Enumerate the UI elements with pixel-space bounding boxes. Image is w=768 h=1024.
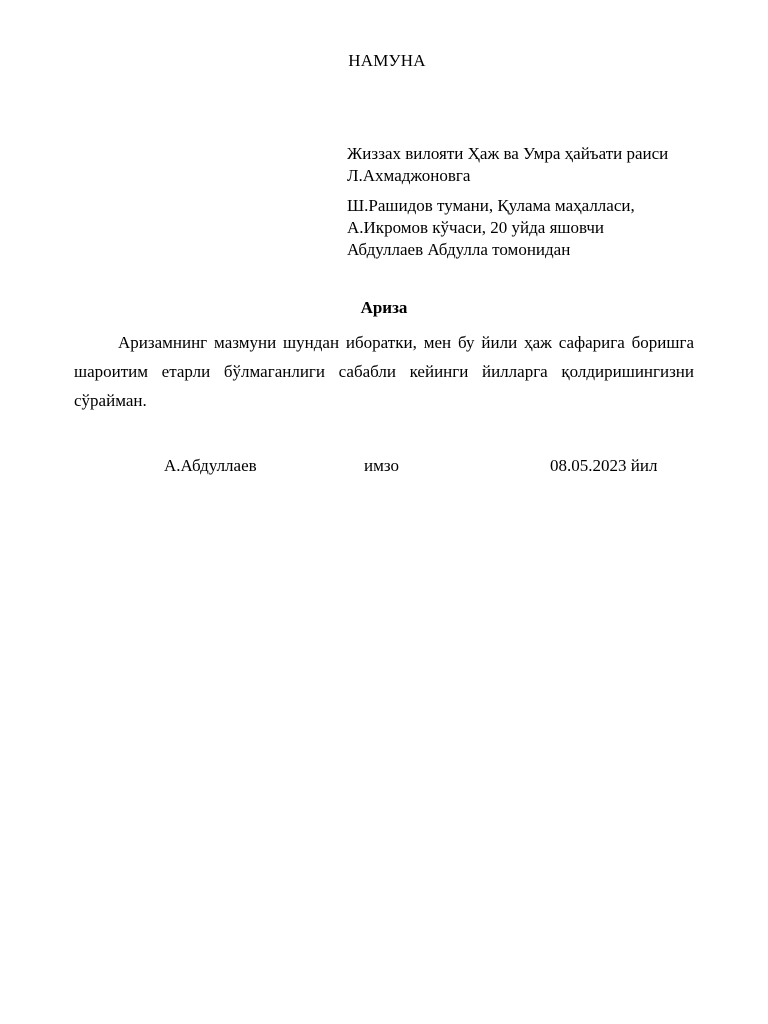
signature-date: 08.05.2023 йил — [550, 456, 658, 475]
sender-line: А.Икромов кўчаси, 20 уйда яшовчи — [347, 218, 605, 237]
document-heading: НАМУНА — [348, 51, 426, 70]
sender-line: Абдуллаев Абдулла томонидан — [347, 240, 571, 259]
addressee-gap — [347, 187, 727, 195]
sender-line: Ш.Рашидов тумани, Қулама маҳалласи, — [347, 196, 635, 215]
addressee-line: Жиззах вилояти Ҳаж ва Умра ҳайъати раиси — [347, 144, 669, 163]
addressee-line: Л.Ахмаджоновга — [347, 166, 471, 185]
signature-row — [0, 456, 768, 480]
application-body: Аризамнинг мазмуни шундан иборатки, мен бу йили ҳаж сафарига боришга шароитим етарли бўлмаганлиги сабабли кейинги йилларга қолдиришингизни сўрайман. — [74, 333, 694, 410]
document-title: Ариза — [360, 298, 408, 317]
addressee-block — [347, 143, 727, 261]
signature-name: А.Абдуллаев — [164, 456, 257, 475]
signature-label: имзо — [364, 456, 399, 475]
